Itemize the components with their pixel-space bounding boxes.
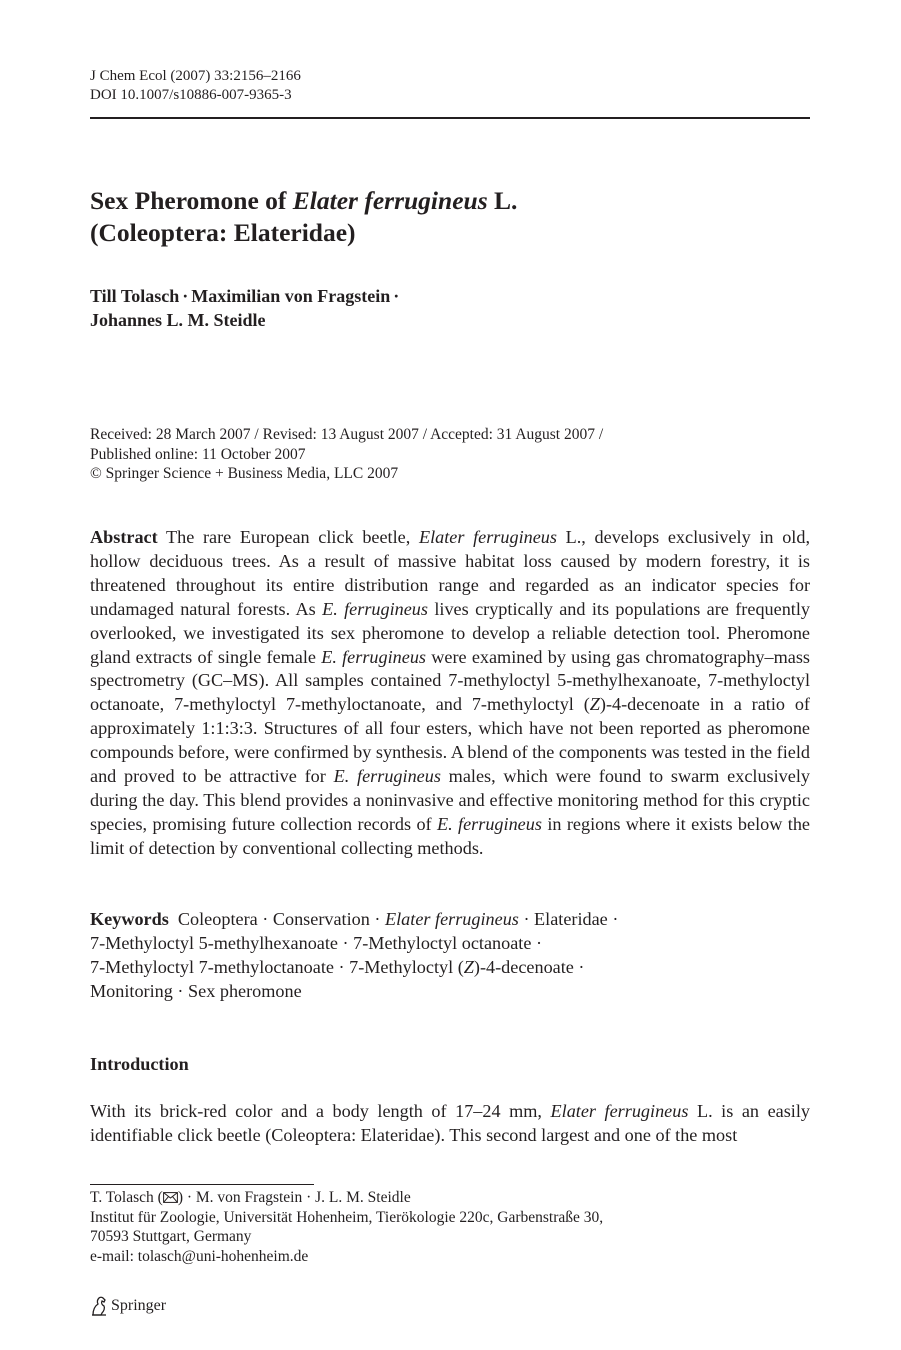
abstract: Abstract The rare European click beetle, Elater ferrugineus L., develops exclusively in old, hollow deciduous trees. As a result of massive habitat loss caused by modern forestry, it is threatened throughout its entire distribution range and regarded as an indicator species for undamaged natural forests. As E. ferrugineus lives cryptically and its populations are frequently overlooked, we investigated its sex pheromone to develop a reliable detection tool. Pheromone gland extracts of single female E. ferrugineus were examined by using gas chromatography–mass spectrometry (GC–MS). All samples contained 7-methyloctyl 5-methylhexanoate, 7-methyloctyl octanoate, 7-methyloctyl 7-methyloctanoate, and 7-methyloctyl (Z)-4-decenoate in a ratio of approximately 1:1:3:3. Structures of all four esters, which have not been reported as pheromone compounds before, were confirmed by synthesis. A blend of the components was tested in the field and proved to be attractive for E. ferrugineus males, which were found to swarm exclusively during the day. This blend provides a noninvasive and effective monitoring method for this cryptic species, promising future collection records of E. ferrugineus in regions where it exists below the limit of detection by conventional collecting methods. (90, 527, 810, 858)
copyright-icon: © (90, 465, 102, 482)
author-1: Till Tolasch (90, 286, 180, 306)
publisher-logo (90, 1296, 166, 1316)
abstract-label: Abstract (90, 527, 158, 547)
header-rule (90, 117, 810, 119)
keywords-label: Keywords (90, 909, 169, 929)
envelope-icon (163, 1192, 178, 1203)
publisher-name: Springer (111, 1297, 167, 1314)
keyword: 7-Methyloctyl 7-methyloctanoate (90, 956, 334, 977)
publication-dates (90, 425, 603, 484)
affiliation: Institut für Zoologie, Universität Hohenheim, Tierökologie 220c, Garbenstraße 30, (90, 1208, 604, 1226)
journal-header (90, 67, 301, 105)
keyword: Coleoptera (177, 909, 258, 929)
copyright: © Springer Science + Business Media, LLC 2007 (90, 465, 399, 482)
keyword: Elater ferrugineus (385, 909, 519, 929)
keyword: Elateridae (534, 909, 608, 929)
article-title: Sex Pheromone of Elater ferrugineus L. (Coleoptera: Elateridae) (90, 186, 518, 247)
keywords: Keywords Coleoptera · Conservation · Elater ferrugineus · Elateridae · 7-Methyloctyl 5-methylhexanoate · 7-Methyloctyl octanoate · 7-Methyloctyl 7-methyloctanoate · 7-Methyloctyl (Z)-4-decenoate · Monitoring · Sex pheromone (90, 909, 619, 1001)
keyword: 7-Methyloctyl (Z)-4-decenoate (349, 956, 574, 977)
author-footnote: T. Tolasch ( ) · M. von Fragstein · J. L. M. Steidle Institut für Zoologie, Universität Hohenheim, Tierökologie 220c, Garbenstraße 30, 70593 Stuttgart, Germany e-mail: tolasch@uni-hohenheim.de (90, 1189, 604, 1265)
journal-citation: J Chem Ecol (2007) 33:2156–2166 (90, 68, 301, 84)
keyword: Monitoring (90, 980, 173, 1001)
doi: DOI 10.1007/s10886-007-9365-3 (90, 87, 292, 103)
keyword: 7-Methyloctyl octanoate (353, 932, 532, 953)
section-heading-introduction: Introduction (90, 1054, 189, 1074)
author-list: Till Tolasch · Maximilian von Fragstein · Johannes L. M. Steidle (90, 284, 402, 332)
author-3: Johannes L. M. Steidle (90, 310, 266, 330)
received-revised-accepted: Received: 28 March 2007 / Revised: 13 August 2007 / Accepted: 31 August 2007 / (90, 426, 604, 443)
published-online: Published online: 11 October 2007 (90, 445, 306, 463)
footnote-rule (90, 1184, 314, 1185)
keyword: Sex pheromone (188, 980, 302, 1001)
title-species: Elater ferrugineus (292, 186, 488, 215)
affiliation-city: 70593 Stuttgart, Germany (90, 1228, 252, 1245)
keyword: Conservation (272, 909, 370, 929)
introduction-paragraph: With its brick-red color and a body length of 17–24 mm, Elater ferrugineus L. is an easily identifiable click beetle (Coleoptera: Elateridae). This second largest and one of the most (90, 1101, 810, 1145)
contact-email: e-mail: tolasch@uni-hohenheim.de (90, 1247, 309, 1265)
author-2: Maximilian von Fragstein (191, 286, 391, 306)
keyword: 7-Methyloctyl 5-methylhexanoate (90, 932, 338, 953)
springer-horse-icon (90, 1296, 108, 1316)
